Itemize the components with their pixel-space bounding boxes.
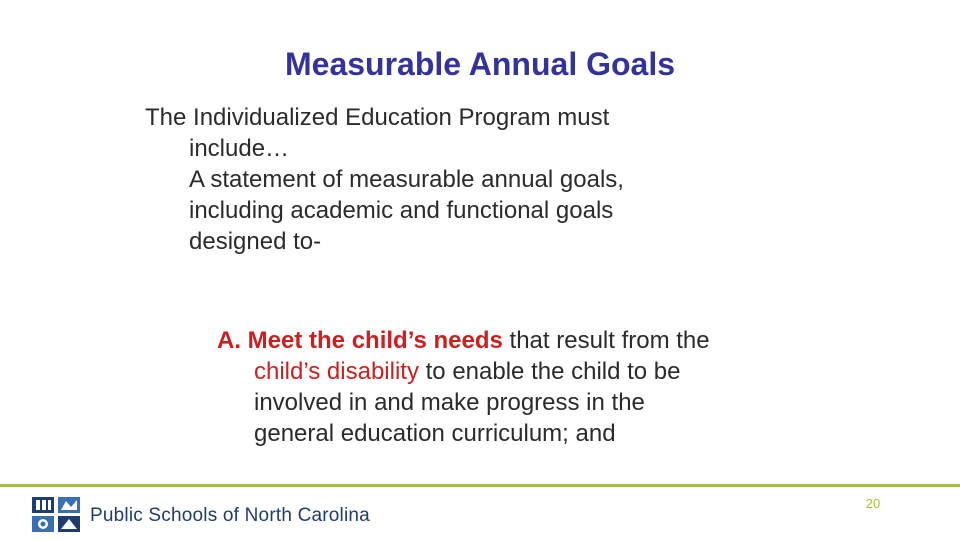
item-a-line-2 bbox=[217, 356, 837, 387]
ncdpi-logo-icon bbox=[30, 494, 84, 534]
footer-logo-text: Public Schools of North Carolina bbox=[90, 505, 370, 526]
item-a-marker: A. bbox=[217, 327, 241, 354]
footer-logo bbox=[30, 494, 370, 534]
item-a-line-4: general education curriculum; and bbox=[254, 420, 616, 447]
list-item-a bbox=[217, 325, 837, 449]
item-a-line-3: involved in and make progress in the bbox=[254, 389, 645, 416]
item-a-emphasis: Meet the child’s needs bbox=[247, 327, 503, 354]
intro-line-1: The Individualized Education Program must bbox=[145, 104, 610, 131]
page-number: 20 bbox=[865, 496, 881, 511]
intro-line-5: designed to- bbox=[189, 228, 322, 255]
intro-line-3: A statement of measurable annual goals, bbox=[189, 166, 624, 193]
item-a-red-phrase: child’s disability bbox=[254, 358, 419, 385]
item-a-line-2-rest: to enable the child to be bbox=[425, 358, 681, 385]
intro-text bbox=[145, 102, 745, 257]
item-a-line-1 bbox=[217, 325, 837, 356]
item-a-line-1-rest: that result from the bbox=[509, 327, 710, 354]
intro-line-2: include… bbox=[189, 135, 290, 162]
slide-title: Measurable Annual Goals bbox=[284, 46, 676, 82]
footer-divider bbox=[0, 484, 960, 487]
intro-line-4: including academic and functional goals bbox=[189, 197, 614, 224]
